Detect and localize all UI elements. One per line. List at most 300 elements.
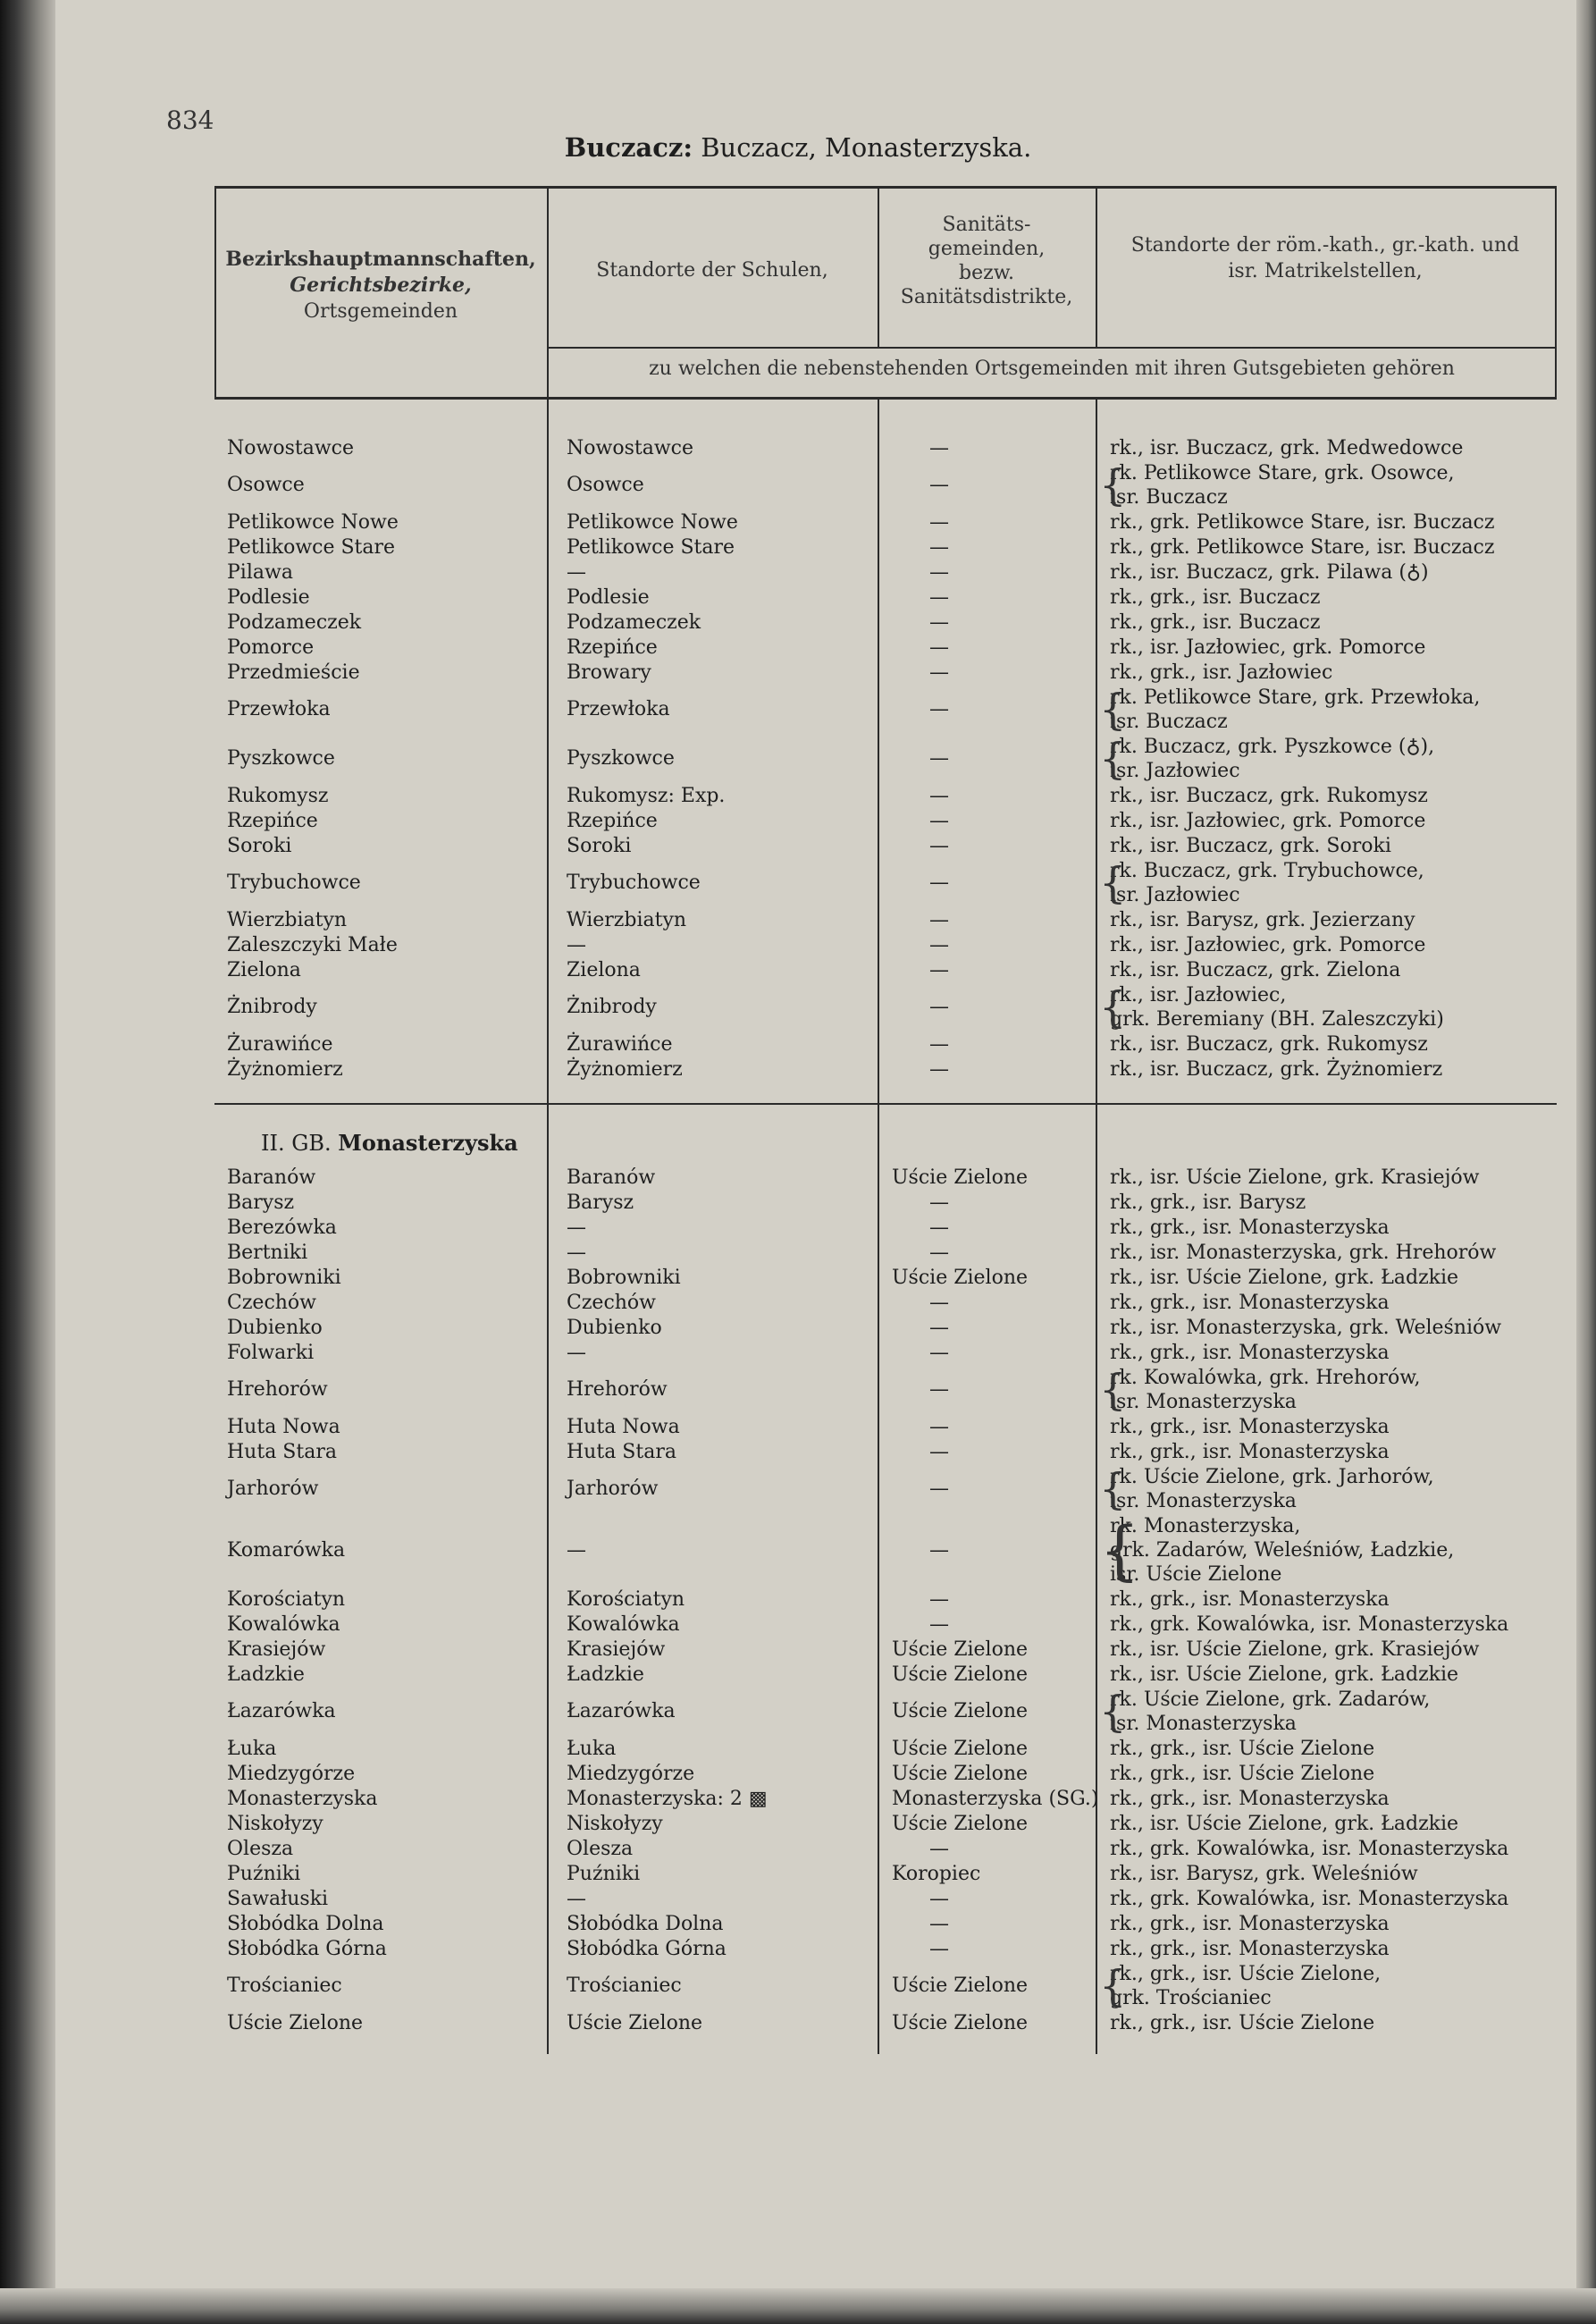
matrikel-cell <box>1110 1688 1557 1736</box>
matrikel-line: rk., isr. Uście Zielone, grk. Ładzkie <box>1110 1813 1459 1835</box>
school-cell: Petlikowce Nowe <box>567 511 738 534</box>
matrikel-cell <box>1110 1166 1557 1190</box>
matrikel-line: isr. Buczacz <box>1110 486 1228 509</box>
matrikel-cell <box>1110 585 1557 610</box>
ortsgemeinde-cell: Przewłoka <box>227 698 331 720</box>
ortsgemeinde-cell: Komarówka <box>227 1539 346 1562</box>
sanitary-cell: — <box>929 1588 949 1611</box>
sanitary-cell: — <box>929 437 949 459</box>
header-col1-line2: Gerichtsbezirke, <box>290 274 472 297</box>
header-col2-text: Standorte der Schulen, <box>596 259 828 282</box>
school-cell: — <box>567 1888 586 1910</box>
header-col1-line1: Bezirkshauptmannschaften, <box>225 248 536 271</box>
sanitary-cell: — <box>929 1317 949 1339</box>
school-cell: Huta Nowa <box>567 1416 680 1438</box>
matrikel-line: rk. Petlikowce Stare, grk. Osowce, <box>1110 462 1455 484</box>
matrikel-cell <box>1110 2011 1557 2035</box>
school-cell: Niskołyzy <box>567 1813 663 1835</box>
brace-glyph: { <box>1099 1464 1127 1514</box>
sanitary-cell: — <box>929 586 949 609</box>
sanitary-cell: — <box>929 1938 949 1960</box>
sanitary-cell: — <box>929 1888 949 1910</box>
matrikel-cell <box>1110 1057 1557 1082</box>
ortsgemeinde-cell: Berezówka <box>227 1217 337 1239</box>
matrikel-cell <box>1110 1638 1557 1662</box>
school-cell: Podlesie <box>567 586 650 609</box>
matrikel-cell <box>1110 1465 1557 1513</box>
matrikel-cell <box>1110 1341 1557 1365</box>
school-cell: — <box>567 1539 586 1562</box>
ortsgemeinde-cell: Petlikowce Nowe <box>227 511 399 534</box>
sanitary-cell: Uście Zielone <box>892 1763 1029 1785</box>
ortsgemeinde-cell: Rzepińce <box>227 810 318 832</box>
ortsgemeinde-cell: Żyżnomierz <box>227 1058 343 1081</box>
matrikel-line: rk., isr. Jazłowiec, grk. Pomorce <box>1110 934 1426 956</box>
school-cell: Hrehorów <box>567 1378 668 1401</box>
ortsgemeinde-cell: Barysz <box>227 1191 295 1214</box>
ortsgemeinde-cell: Podzameczek <box>227 611 362 634</box>
ortsgemeinde-cell: Słobódka Górna <box>227 1938 387 1960</box>
school-cell: — <box>567 934 586 956</box>
matrikel-line: grk. Zadarów, Weleśniów, Ładzkie, <box>1110 1539 1455 1562</box>
header-col3-line2: gemeinden, <box>928 238 1046 260</box>
sanitary-cell: — <box>929 511 949 534</box>
ortsgemeinde-cell: Pilawa <box>227 561 293 584</box>
matrikel-line: rk., grk., isr. Monasterzyska <box>1110 1441 1390 1463</box>
school-cell: Trybuchowce <box>567 872 701 894</box>
ortsgemeinde-cell: Soroki <box>227 835 292 857</box>
sanitary-cell: — <box>929 810 949 832</box>
ortsgemeinde-cell: Bobrowniki <box>227 1267 341 1289</box>
sanitary-cell: — <box>929 1478 949 1500</box>
school-cell: Trościaniec <box>567 1975 682 1997</box>
matrikel-cell <box>1110 686 1557 734</box>
section-2-heading <box>261 1130 518 1156</box>
sanitary-cell: Uście Zielone <box>892 1663 1029 1686</box>
matrikel-line: rk., grk., isr. Uście Zielone, <box>1110 1963 1382 1985</box>
matrikel-cell <box>1110 636 1557 660</box>
school-cell: — <box>567 1217 586 1239</box>
matrikel-line: rk., grk. Petlikowce Stare, isr. Buczacz <box>1110 511 1495 534</box>
matrikel-cell <box>1110 1862 1557 1886</box>
matrikel-line: rk., isr. Barysz, grk. Weleśniów <box>1110 1863 1418 1885</box>
sanitary-cell: Uście Zielone <box>892 1975 1029 1997</box>
matrikel-line: rk., isr. Jazłowiec, <box>1110 984 1287 1006</box>
brace-glyph: { <box>1099 982 1127 1032</box>
sanitary-cell: Uście Zielone <box>892 2012 1029 2034</box>
title-bold: Buczacz: <box>564 132 693 163</box>
matrikel-line: rk. Buczacz, grk. Trybuchowce, <box>1110 860 1424 882</box>
matrikel-cell <box>1110 560 1557 585</box>
sanitary-cell: — <box>929 1342 949 1364</box>
sanitary-cell: — <box>929 996 949 1018</box>
ortsgemeinde-cell: Pomorce <box>227 636 315 659</box>
matrikel-line: rk., isr. Jazłowiec, grk. Pomorce <box>1110 810 1426 832</box>
header-col-2 <box>547 257 878 283</box>
sanitary-cell: — <box>929 1191 949 1214</box>
ortsgemeinde-cell: Czechów <box>227 1292 317 1314</box>
school-cell: Bobrowniki <box>567 1267 681 1289</box>
matrikel-line: rk., isr. Uście Zielone, grk. Ładzkie <box>1110 1663 1459 1686</box>
table-top-rule <box>214 186 1557 189</box>
header-sub-text: zu welchen die nebenstehenden Ortsgemeinden mit ihren Gutsgebieten gehören <box>649 358 1455 380</box>
ortsgemeinde-cell: Żurawińce <box>227 1033 333 1056</box>
sanitary-cell: Uście Zielone <box>892 1166 1029 1189</box>
header-col3-line1: Sanitäts- <box>942 214 1031 236</box>
ortsgemeinde-cell: Sawałuski <box>227 1888 329 1910</box>
matrikel-line: rk., grk., isr. Monasterzyska <box>1110 1292 1390 1314</box>
school-cell: — <box>567 1242 586 1264</box>
col-rule-1 <box>547 186 549 2054</box>
sanitary-cell: Koropiec <box>892 1863 981 1885</box>
matrikel-line: isr. Monasterzyska <box>1110 1713 1297 1735</box>
matrikel-cell <box>1110 1316 1557 1340</box>
matrikel-cell <box>1110 1266 1557 1290</box>
matrikel-cell <box>1110 958 1557 982</box>
school-cell: Żurawińce <box>567 1033 673 1056</box>
matrikel-cell <box>1110 1937 1557 1961</box>
matrikel-line: grk. Beremiany (BH. Zaleszczyki) <box>1110 1008 1444 1031</box>
matrikel-line: rk., grk. Kowalówka, isr. Monasterzyska <box>1110 1888 1509 1910</box>
school-cell: — <box>567 561 586 584</box>
matrikel-cell <box>1110 1887 1557 1911</box>
school-cell: Korościatyn <box>567 1588 685 1611</box>
matrikel-line: isr. Jazłowiec <box>1110 884 1240 906</box>
ortsgemeinde-cell: Zielona <box>227 959 301 981</box>
ortsgemeinde-cell: Trybuchowce <box>227 872 361 894</box>
sanitary-cell: — <box>929 1613 949 1636</box>
brace-glyph: { <box>1099 1365 1127 1415</box>
scan-binding-edge <box>0 0 55 2324</box>
sanitary-cell: Uście Zielone <box>892 1813 1029 1835</box>
matrikel-cell <box>1110 784 1557 808</box>
school-cell: Baranów <box>567 1166 656 1189</box>
school-cell: Podzameczek <box>567 611 701 634</box>
matrikel-line: rk., grk., isr. Buczacz <box>1110 611 1321 634</box>
school-cell: Barysz <box>567 1191 634 1214</box>
sanitary-cell: — <box>929 835 949 857</box>
ortsgemeinde-cell: Nowostawce <box>227 437 354 459</box>
matrikel-cell <box>1110 1241 1557 1265</box>
brace-glyph: { <box>1099 1961 1127 2011</box>
matrikel-cell <box>1110 461 1557 509</box>
header-col-3 <box>878 213 1096 309</box>
school-cell: Rukomysz: Exp. <box>567 785 726 807</box>
sanitary-cell: — <box>929 636 949 659</box>
header-col4-line1: Standorte der röm.-kath., gr.-kath. und <box>1130 234 1520 257</box>
matrikel-cell <box>1110 1440 1557 1464</box>
matrikel-cell <box>1110 1663 1557 1687</box>
matrikel-line: rk., isr. Monasterzyska, grk. Hrehorów <box>1110 1242 1497 1264</box>
section-divider-rule <box>214 1103 1557 1105</box>
ortsgemeinde-cell: Łuka <box>227 1738 277 1760</box>
school-cell: Osowce <box>567 474 644 496</box>
sanitary-cell: — <box>929 1033 949 1056</box>
header-bottom-rule <box>214 397 1557 400</box>
header-sub-rule <box>547 347 1557 349</box>
ortsgemeinde-cell: Pyszkowce <box>227 747 335 770</box>
school-cell: Wierzbiatyn <box>567 909 687 931</box>
matrikel-line: rk., grk. Kowalówka, isr. Monasterzyska <box>1110 1613 1509 1636</box>
school-cell: — <box>567 1342 586 1364</box>
sanitary-cell: — <box>929 1378 949 1401</box>
header-col4-line2: isr. Matrikelstellen, <box>1228 260 1423 282</box>
brace-glyph: { <box>1099 460 1127 510</box>
ortsgemeinde-cell: Kowalówka <box>227 1613 340 1636</box>
matrikel-cell <box>1110 436 1557 460</box>
sanitary-cell: Monasterzyska (SG.) <box>892 1788 1099 1810</box>
school-cell: Żnibrody <box>567 996 657 1018</box>
matrikel-cell <box>1110 908 1557 932</box>
matrikel-cell <box>1110 1962 1557 2010</box>
matrikel-line: isr. Buczacz <box>1110 711 1228 733</box>
sanitary-cell: — <box>929 611 949 634</box>
matrikel-line: grk. Trościaniec <box>1110 1987 1272 2009</box>
ortsgemeinde-cell: Jarhorów <box>227 1478 319 1500</box>
matrikel-line: rk., isr. Jazłowiec, grk. Pomorce <box>1110 636 1426 659</box>
school-cell: Słobódka Dolna <box>567 1913 724 1935</box>
matrikel-line: rk., grk., isr. Monasterzyska <box>1110 1416 1390 1438</box>
matrikel-cell <box>1110 1415 1557 1439</box>
matrikel-cell <box>1110 535 1557 560</box>
matrikel-line: rk. Uście Zielone, grk. Zadarów, <box>1110 1688 1431 1711</box>
matrikel-line: rk., isr. Buczacz, grk. Rukomysz <box>1110 785 1428 807</box>
sanitary-cell: — <box>929 747 949 770</box>
matrikel-cell <box>1110 1912 1557 1936</box>
matrikel-cell <box>1110 1787 1557 1811</box>
matrikel-line: rk., grk., isr. Monasterzyska <box>1110 1588 1390 1611</box>
sanitary-cell: — <box>929 1292 949 1314</box>
sanitary-cell: — <box>929 909 949 931</box>
sanitary-cell: — <box>929 1539 949 1562</box>
page-title <box>0 132 1596 163</box>
ortsgemeinde-cell: Osowce <box>227 474 305 496</box>
matrikel-line: rk., isr. Buczacz, grk. Medwedowce <box>1110 437 1464 459</box>
school-cell: Nowostawce <box>567 437 693 459</box>
ortsgemeinde-cell: Bertniki <box>227 1242 308 1264</box>
sanitary-cell: Uście Zielone <box>892 1638 1029 1661</box>
school-cell: Olesza <box>567 1838 634 1860</box>
school-cell: Żyżnomierz <box>567 1058 683 1081</box>
ortsgemeinde-cell: Miedzygórze <box>227 1763 356 1785</box>
matrikel-cell <box>1110 1737 1557 1761</box>
ortsgemeinde-cell: Korościatyn <box>227 1588 346 1611</box>
ortsgemeinde-cell: Hrehorów <box>227 1378 328 1401</box>
matrikel-line: rk., isr. Monasterzyska, grk. Weleśniów <box>1110 1317 1502 1339</box>
ortsgemeinde-cell: Puźniki <box>227 1863 301 1885</box>
sanitary-cell: Uście Zielone <box>892 1738 1029 1760</box>
sanitary-cell: Uście Zielone <box>892 1700 1029 1722</box>
matrikel-line: rk., grk., isr. Uście Zielone <box>1110 1738 1375 1760</box>
ortsgemeinde-cell: Żnibrody <box>227 996 317 1018</box>
school-cell: Dubienko <box>567 1317 662 1339</box>
header-col3-line3: bezw. <box>959 262 1014 284</box>
matrikel-line: rk., grk. Petlikowce Stare, isr. Buczacz <box>1110 536 1495 559</box>
matrikel-line: rk. Buczacz, grk. Pyszkowce (♁), <box>1110 736 1435 758</box>
matrikel-cell <box>1110 1587 1557 1612</box>
sanitary-cell: Uście Zielone <box>892 1267 1029 1289</box>
sanitary-cell: — <box>929 1838 949 1860</box>
matrikel-line: rk., isr. Buczacz, grk. Żyżnomierz <box>1110 1058 1443 1081</box>
matrikel-cell <box>1110 933 1557 957</box>
matrikel-line: isr. Monasterzyska <box>1110 1490 1297 1512</box>
matrikel-cell <box>1110 834 1557 858</box>
scan-right-edge <box>1576 0 1596 2324</box>
sanitary-cell: — <box>929 1242 949 1264</box>
sanitary-cell: — <box>929 934 949 956</box>
header-col1-line3: Ortsgemeinden <box>303 300 458 323</box>
matrikel-line: isr. Jazłowiec <box>1110 760 1240 782</box>
ortsgemeinde-cell: Folwarki <box>227 1342 315 1364</box>
school-cell: Rzepińce <box>567 636 658 659</box>
school-cell: Czechów <box>567 1292 657 1314</box>
sanitary-cell: — <box>929 785 949 807</box>
matrikel-cell <box>1110 1762 1557 1786</box>
matrikel-line: rk., isr. Uście Zielone, grk. Krasiejów <box>1110 1166 1480 1189</box>
matrikel-line: rk. Kowalówka, grk. Hrehorów, <box>1110 1367 1421 1389</box>
ortsgemeinde-cell: Baranów <box>227 1166 316 1189</box>
matrikel-line: rk., grk., isr. Monasterzyska <box>1110 1913 1390 1935</box>
ortsgemeinde-cell: Uście Zielone <box>227 2012 364 2034</box>
matrikel-cell <box>1110 1291 1557 1315</box>
sanitary-cell: — <box>929 698 949 720</box>
sanitary-cell: — <box>929 1913 949 1935</box>
header-col-1 <box>214 247 547 324</box>
header-col-4 <box>1096 232 1555 284</box>
matrikel-line: rk. Petlikowce Stare, grk. Przewłoka, <box>1110 686 1481 709</box>
brace-glyph: { <box>1099 685 1127 735</box>
school-cell: Jarhorów <box>567 1478 659 1500</box>
ortsgemeinde-cell: Zaleszczyki Małe <box>227 934 398 956</box>
matrikel-cell <box>1110 1837 1557 1861</box>
matrikel-cell <box>1110 1216 1557 1240</box>
sanitary-cell: — <box>929 1416 949 1438</box>
matrikel-line: rk., isr. Uście Zielone, grk. Ładzkie <box>1110 1267 1459 1289</box>
sanitary-cell: — <box>929 536 949 559</box>
matrikel-cell <box>1110 1612 1557 1637</box>
title-rest: Buczacz, Monasterzyska. <box>693 132 1032 163</box>
matrikel-line: rk., grk., isr. Monasterzyska <box>1110 1217 1390 1239</box>
ortsgemeinde-cell: Niskołyzy <box>227 1813 323 1835</box>
matrikel-line: rk., grk., isr. Jazłowiec <box>1110 661 1333 684</box>
sanitary-cell: — <box>929 1441 949 1463</box>
matrikel-cell <box>1110 1366 1557 1414</box>
school-cell: Kowalówka <box>567 1613 680 1636</box>
matrikel-cell <box>1110 661 1557 685</box>
matrikel-cell <box>1110 1514 1557 1587</box>
sanitary-cell: — <box>929 959 949 981</box>
ortsgemeinde-cell: Rukomysz <box>227 785 329 807</box>
header-sub <box>547 356 1557 382</box>
brace-glyph: { <box>1099 1512 1140 1587</box>
school-cell: Puźniki <box>567 1863 641 1885</box>
ortsgemeinde-cell: Przedmieście <box>227 661 360 684</box>
matrikel-line: rk. Uście Zielone, grk. Jarhorów, <box>1110 1466 1434 1488</box>
matrikel-cell <box>1110 1032 1557 1057</box>
matrikel-cell <box>1110 859 1557 907</box>
matrikel-line: rk., grk., isr. Uście Zielone <box>1110 2012 1375 2034</box>
matrikel-line: isr. Monasterzyska <box>1110 1391 1297 1413</box>
matrikel-line: rk., isr. Buczacz, grk. Soroki <box>1110 835 1391 857</box>
ortsgemeinde-cell: Podlesie <box>227 586 310 609</box>
matrikel-line: rk., isr. Buczacz, grk. Zielona <box>1110 959 1401 981</box>
ortsgemeinde-cell: Dubienko <box>227 1317 323 1339</box>
matrikel-line: rk., grk., isr. Uście Zielone <box>1110 1763 1375 1785</box>
ortsgemeinde-cell: Słobódka Dolna <box>227 1913 384 1935</box>
school-cell: Pyszkowce <box>567 747 675 770</box>
school-cell: Huta Stara <box>567 1441 676 1463</box>
ortsgemeinde-cell: Petlikowce Stare <box>227 536 396 559</box>
school-cell: Petlikowce Stare <box>567 536 735 559</box>
matrikel-line: rk., isr. Uście Zielone, grk. Krasiejów <box>1110 1638 1480 1661</box>
brace-glyph: { <box>1099 858 1127 908</box>
matrikel-cell <box>1110 1191 1557 1215</box>
matrikel-line: rk., isr. Buczacz, grk. Rukomysz <box>1110 1033 1428 1056</box>
matrikel-line: rk., grk., isr. Monasterzyska <box>1110 1788 1390 1810</box>
scan-bottom-edge <box>0 2288 1596 2324</box>
sanitary-cell: — <box>929 1058 949 1081</box>
sanitary-cell: — <box>929 1217 949 1239</box>
matrikel-cell <box>1110 610 1557 635</box>
matrikel-cell <box>1110 983 1557 1031</box>
school-cell: Monasterzyska: 2 ▩ <box>567 1788 768 1810</box>
school-cell: Przewłoka <box>567 698 670 720</box>
matrikel-line: rk., grk. Kowalówka, isr. Monasterzyska <box>1110 1838 1509 1860</box>
school-cell: Słobódka Górna <box>567 1938 727 1960</box>
matrikel-line: rk., isr. Buczacz, grk. Pilawa (♁) <box>1110 561 1429 584</box>
sanitary-cell: — <box>929 872 949 894</box>
header-col3-line4: Sanitätsdistrikte, <box>900 286 1073 308</box>
school-cell: Zielona <box>567 959 641 981</box>
school-cell: Soroki <box>567 835 632 857</box>
brace-glyph: { <box>1099 734 1127 784</box>
ortsgemeinde-cell: Ładzkie <box>227 1663 305 1686</box>
matrikel-cell <box>1110 809 1557 833</box>
section-2-prefix: II. GB. <box>261 1131 339 1156</box>
ortsgemeinde-cell: Trościaniec <box>227 1975 342 1997</box>
school-cell: Krasiejów <box>567 1638 666 1661</box>
ortsgemeinde-cell: Krasiejów <box>227 1638 326 1661</box>
ortsgemeinde-cell: Huta Stara <box>227 1441 337 1463</box>
matrikel-cell <box>1110 1812 1557 1836</box>
matrikel-line: rk., isr. Barysz, grk. Jezierzany <box>1110 909 1415 931</box>
register-table <box>214 186 1557 2054</box>
school-cell: Uście Zielone <box>567 2012 703 2034</box>
matrikel-line: isr. Uście Zielone <box>1110 1563 1282 1586</box>
matrikel-line: rk., grk., isr. Monasterzyska <box>1110 1342 1390 1364</box>
page-number: 834 <box>166 105 214 135</box>
matrikel-line: rk., grk., isr. Buczacz <box>1110 586 1321 609</box>
school-cell: Rzepińce <box>567 810 658 832</box>
matrikel-line: rk., grk., isr. Barysz <box>1110 1191 1306 1214</box>
school-cell: Miedzygórze <box>567 1763 695 1785</box>
sanitary-cell: — <box>929 661 949 684</box>
school-cell: Łuka <box>567 1738 617 1760</box>
school-cell: Łazarówka <box>567 1700 676 1722</box>
school-cell: Browary <box>567 661 651 684</box>
sanitary-cell: — <box>929 474 949 496</box>
matrikel-line: rk., grk., isr. Monasterzyska <box>1110 1938 1390 1960</box>
ortsgemeinde-cell: Monasterzyska <box>227 1788 378 1810</box>
matrikel-cell <box>1110 510 1557 535</box>
matrikel-line: rk. Monasterzyska, <box>1110 1515 1301 1537</box>
sanitary-cell: — <box>929 561 949 584</box>
ortsgemeinde-cell: Huta Nowa <box>227 1416 340 1438</box>
ortsgemeinde-cell: Olesza <box>227 1838 294 1860</box>
section-2-bold: Monasterzyska <box>338 1130 518 1156</box>
brace-glyph: { <box>1099 1687 1127 1737</box>
school-cell: Ładzkie <box>567 1663 644 1686</box>
